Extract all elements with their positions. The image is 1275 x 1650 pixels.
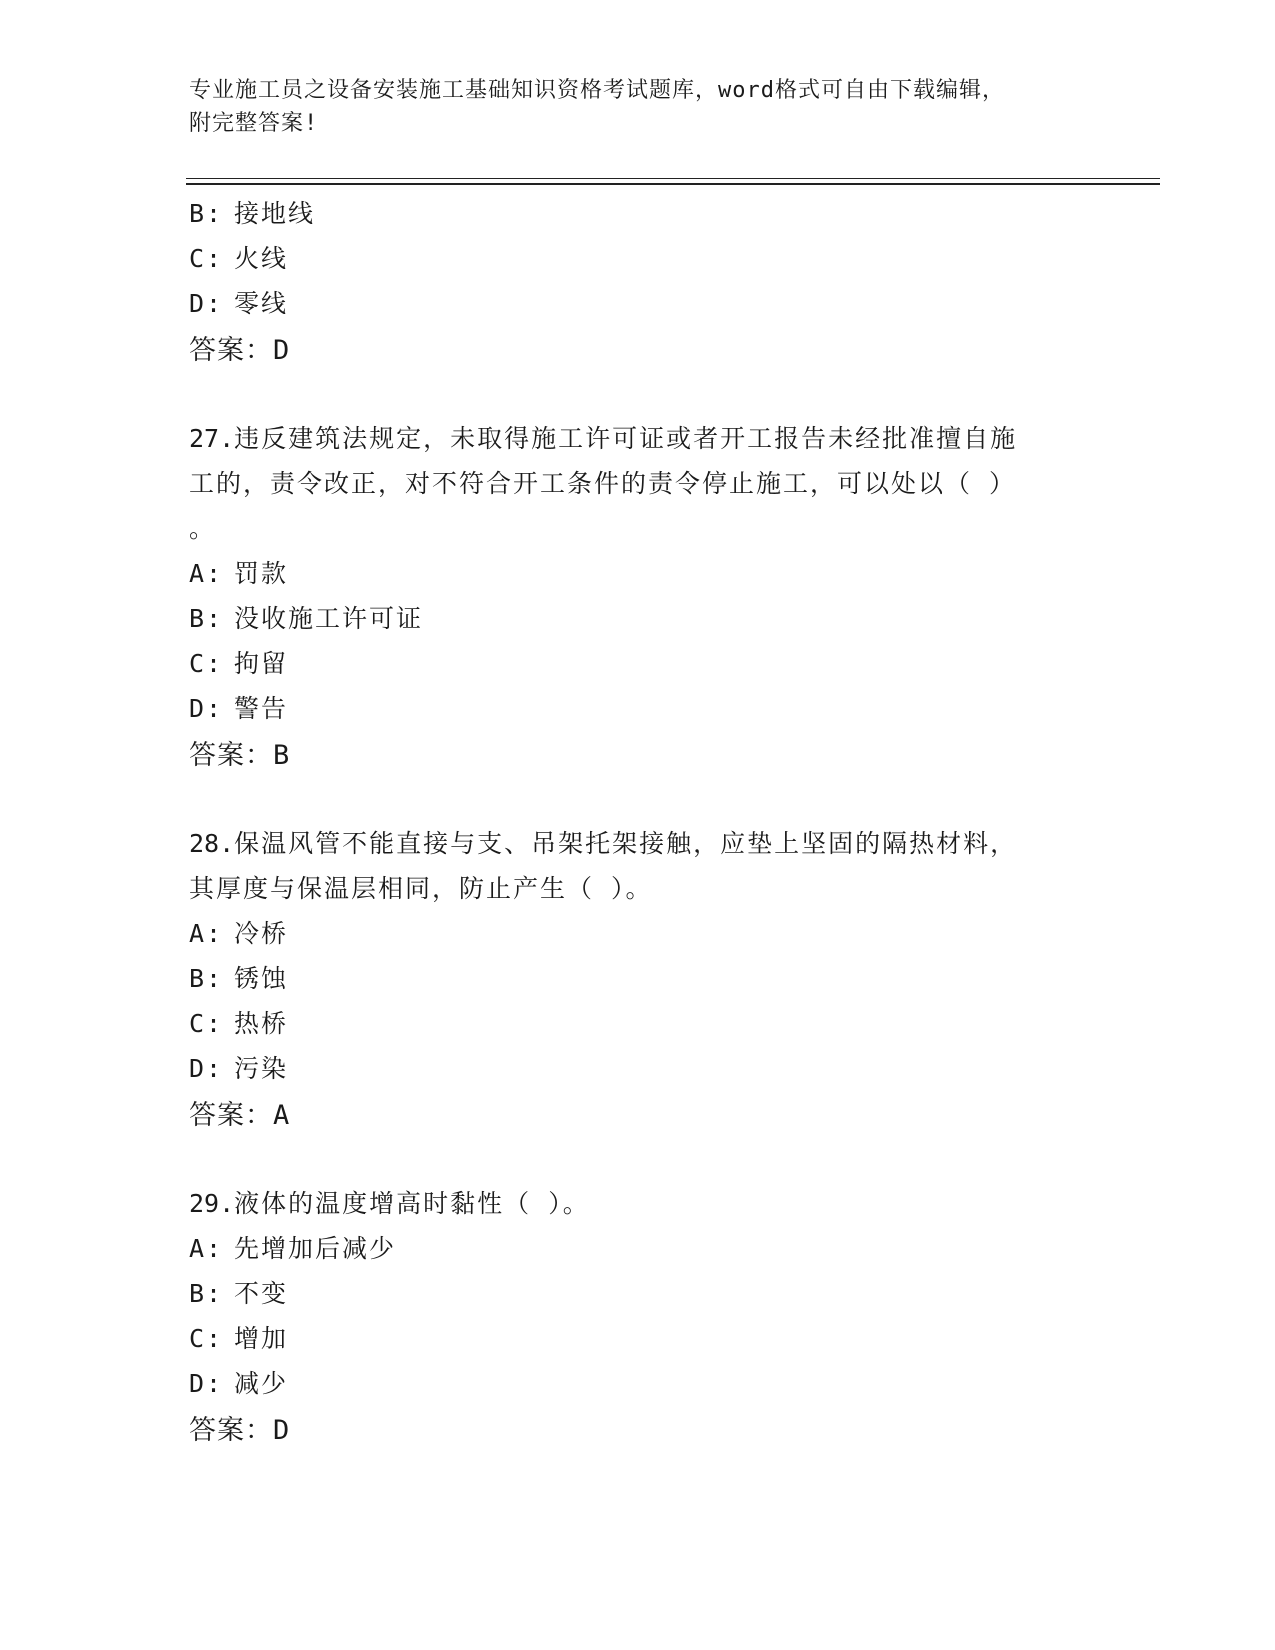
question-number: 28. — [189, 829, 235, 858]
option-c — [189, 644, 288, 680]
answer-line: 答案：D — [189, 1415, 291, 1446]
option-letter: D: — [189, 694, 224, 723]
option-c — [189, 1319, 288, 1355]
option-c — [189, 239, 288, 275]
option-text: 警告 — [234, 694, 289, 723]
option-b — [189, 1274, 288, 1310]
option-text: 零线 — [234, 289, 289, 318]
option-letter: A: — [189, 559, 224, 588]
option-text: 不变 — [234, 1279, 289, 1308]
question-text: 液体的温度增高时黏性（ ）。 — [234, 1189, 590, 1218]
option-a — [189, 554, 288, 590]
option-d — [189, 1364, 288, 1400]
header-title-line-2: 附完整答案! — [189, 111, 319, 136]
option-text: 火线 — [234, 244, 289, 273]
option-letter: B: — [189, 1279, 224, 1308]
question-27-line-3: 。 — [189, 514, 217, 543]
question-27-line-1 — [189, 419, 1017, 455]
question-number: 27. — [189, 424, 235, 453]
answer-line: 答案：A — [189, 1100, 291, 1131]
option-text: 热桥 — [234, 1009, 289, 1038]
document-header — [189, 74, 1069, 140]
option-text: 冷桥 — [234, 919, 289, 948]
header-title-line-1: 专业施工员之设备安装施工基础知识资格考试题库，word格式可自由下载编辑， — [189, 78, 1005, 103]
option-b — [189, 959, 288, 995]
option-a — [189, 914, 288, 950]
question-27-line-2: 工的，责令改正，对不符合开工条件的责令停止施工，可以处以（ ） — [189, 469, 1017, 498]
option-letter: D: — [189, 289, 224, 318]
option-d — [189, 1049, 288, 1085]
option-text: 锈蚀 — [234, 964, 289, 993]
question-29-line-1 — [189, 1184, 590, 1220]
question-28-line-2: 其厚度与保温层相同，防止产生（ ）。 — [189, 874, 653, 903]
answer-line: 答案：B — [189, 740, 291, 771]
question-28-line-1 — [189, 824, 1017, 860]
option-d — [189, 284, 288, 320]
option-letter: C: — [189, 1009, 224, 1038]
option-text: 没收施工许可证 — [234, 604, 424, 633]
option-d — [189, 689, 288, 725]
question-text: 保温风管不能直接与支、吊架托架接触，应垫上坚固的隔热材料， — [234, 829, 1018, 858]
header-divider-bottom — [186, 183, 1160, 185]
option-letter: C: — [189, 244, 224, 273]
option-c — [189, 1004, 288, 1040]
option-letter: B: — [189, 604, 224, 633]
question-number: 29. — [189, 1189, 235, 1218]
option-letter: C: — [189, 1324, 224, 1353]
option-text: 先增加后减少 — [234, 1234, 397, 1263]
option-text: 罚款 — [234, 559, 289, 588]
option-letter: C: — [189, 649, 224, 678]
option-letter: D: — [189, 1369, 224, 1398]
option-text: 减少 — [234, 1369, 289, 1398]
question-text: 违反建筑法规定，未取得施工许可证或者开工报告未经批准擅自施 — [234, 424, 1018, 453]
option-text: 增加 — [234, 1324, 289, 1353]
option-b — [189, 599, 423, 635]
option-b — [189, 194, 315, 230]
option-letter: B: — [189, 199, 224, 228]
option-text: 拘留 — [234, 649, 289, 678]
header-divider-top — [186, 178, 1160, 179]
option-letter: A: — [189, 919, 224, 948]
option-text: 接地线 — [234, 199, 316, 228]
option-letter: A: — [189, 1234, 224, 1263]
answer-line: 答案：D — [189, 335, 291, 366]
option-letter: B: — [189, 964, 224, 993]
option-text: 污染 — [234, 1054, 289, 1083]
option-a — [189, 1229, 396, 1265]
option-letter: D: — [189, 1054, 224, 1083]
